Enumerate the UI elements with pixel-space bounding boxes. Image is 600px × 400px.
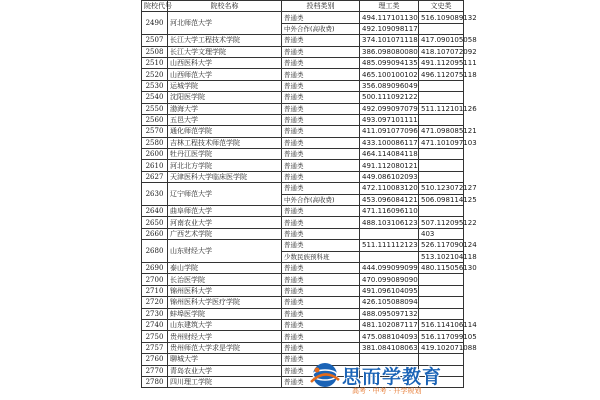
school-name: 通化师范学院 — [168, 126, 282, 137]
school-code: 2530 — [142, 80, 168, 91]
arts-score: 511.112101126 — [419, 103, 464, 114]
arts-score: 417.090105058 — [419, 35, 464, 46]
school-code: 2650 — [142, 217, 168, 228]
arts-score — [419, 149, 464, 160]
science-score: 488.095097132 — [360, 308, 419, 319]
science-score: 494.117101130 — [360, 12, 419, 23]
table-row — [142, 126, 464, 137]
school-code: 2550 — [142, 103, 168, 114]
arts-score — [419, 297, 464, 308]
admission-category: 普通类 — [282, 149, 360, 160]
admission-category: 少数民族预科班 — [282, 251, 360, 262]
school-name: 山西师范大学 — [168, 69, 282, 80]
admission-category: 普通类 — [282, 308, 360, 319]
admission-category: 普通类 — [282, 103, 360, 114]
school-name: 锦州医科大学 — [168, 285, 282, 296]
science-score: 491.112080121 — [360, 160, 419, 171]
school-name: 长江大学工程技术学院 — [168, 35, 282, 46]
arts-score: 516.109089132 — [419, 12, 464, 23]
science-score: 381.084108063 — [360, 342, 419, 353]
admission-category: 中外合作(高收费) — [282, 194, 360, 205]
table-row — [142, 217, 464, 228]
arts-score: 418.107072092 — [419, 46, 464, 57]
school-name: 吉林工程技术师范学院 — [168, 137, 282, 148]
arts-score — [419, 285, 464, 296]
school-code: 2700 — [142, 274, 168, 285]
admission-category: 普通类 — [282, 183, 360, 194]
science-score: 444.099099099 — [360, 262, 419, 273]
admission-score-table — [141, 0, 477, 388]
school-name: 四川理工学院 — [168, 376, 282, 387]
science-score: 485.099094135 — [360, 57, 419, 68]
table-row — [142, 12, 464, 23]
admission-category: 普通类 — [282, 92, 360, 103]
admission-category: 普通类 — [282, 12, 360, 23]
school-code: 2510 — [142, 57, 168, 68]
arts-score: 471.101097103 — [419, 137, 464, 148]
header-science: 理工类 — [360, 1, 419, 12]
table-row — [142, 80, 464, 91]
arts-score — [419, 308, 464, 319]
table-row — [142, 160, 464, 171]
school-name: 河北师范大学 — [168, 12, 282, 35]
arts-score — [419, 160, 464, 171]
school-code: 2730 — [142, 308, 168, 319]
admission-category: 普通类 — [282, 114, 360, 125]
science-score: 492.109098117 — [360, 23, 419, 34]
science-score: 511.111112123 — [360, 240, 419, 251]
school-name: 河北北方学院 — [168, 160, 282, 171]
arts-score — [419, 274, 464, 285]
science-score: 411.091077096 — [360, 126, 419, 137]
school-code: 2520 — [142, 69, 168, 80]
school-name: 长治医学院 — [168, 274, 282, 285]
table-row — [142, 240, 464, 251]
arts-score: 480.115056130 — [419, 262, 464, 273]
table-row — [142, 137, 464, 148]
admission-category: 普通类 — [282, 285, 360, 296]
school-code: 2627 — [142, 171, 168, 182]
admission-category: 普通类 — [282, 331, 360, 342]
arts-score — [419, 114, 464, 125]
school-code: 2490 — [142, 12, 168, 35]
table-row — [142, 46, 464, 57]
admission-category: 普通类 — [282, 80, 360, 91]
arts-score — [419, 171, 464, 182]
table-row — [142, 206, 464, 217]
globe-logo-icon — [308, 360, 342, 390]
science-score: 470.099089090 — [360, 274, 419, 285]
table-row — [142, 297, 464, 308]
school-code: 2660 — [142, 228, 168, 239]
school-name: 山东财经大学 — [168, 240, 282, 263]
arts-score: 513.102104118 — [419, 251, 464, 262]
school-name: 广西艺术学院 — [168, 228, 282, 239]
arts-score: 471.098085121 — [419, 126, 464, 137]
admission-category: 普通类 — [282, 57, 360, 68]
arts-score: 491.112095111 — [419, 57, 464, 68]
table-header-row — [142, 1, 464, 12]
science-score: 492.099097079 — [360, 103, 419, 114]
school-name: 贵州师范大学求是学院 — [168, 342, 282, 353]
admission-category: 普通类 — [282, 217, 360, 228]
science-score: 491.096104095 — [360, 285, 419, 296]
science-score: 449.086102093 — [360, 171, 419, 182]
school-code: 2750 — [142, 331, 168, 342]
arts-score — [419, 80, 464, 91]
watermark-logo — [302, 356, 470, 396]
admission-score-sheet — [141, 0, 477, 400]
table-row — [142, 308, 464, 319]
arts-score — [419, 23, 464, 34]
admission-category: 普通类 — [282, 35, 360, 46]
science-score — [360, 251, 419, 262]
admission-category: 中外合作(高收费) — [282, 23, 360, 34]
school-code: 2720 — [142, 297, 168, 308]
school-name: 运城学院 — [168, 80, 282, 91]
arts-score — [419, 206, 464, 217]
arts-score: 516.117099105 — [419, 331, 464, 342]
admission-category: 普通类 — [282, 171, 360, 182]
school-name: 泰山学院 — [168, 262, 282, 273]
school-name: 渤海大学 — [168, 103, 282, 114]
school-name: 辽宁师范大学 — [168, 183, 282, 206]
science-score: 464.114084118 — [360, 149, 419, 160]
school-code: 2770 — [142, 365, 168, 376]
school-code: 2640 — [142, 206, 168, 217]
school-code: 2570 — [142, 126, 168, 137]
science-score: 475.088104093 — [360, 331, 419, 342]
arts-score: 403 — [419, 228, 464, 239]
header-arts: 文史类 — [419, 1, 464, 12]
admission-category: 普通类 — [282, 319, 360, 330]
school-code: 2690 — [142, 262, 168, 273]
admission-category: 普通类 — [282, 206, 360, 217]
science-score: 433.100086117 — [360, 137, 419, 148]
arts-score: 419.102071088 — [419, 342, 464, 353]
admission-category: 普通类 — [282, 69, 360, 80]
school-code: 2710 — [142, 285, 168, 296]
science-score: 453.096084121 — [360, 194, 419, 205]
school-code: 2508 — [142, 46, 168, 57]
school-code: 2680 — [142, 240, 168, 263]
admission-category: 普通类 — [282, 274, 360, 285]
science-score — [360, 228, 419, 239]
table-body — [142, 12, 477, 388]
school-code: 2560 — [142, 114, 168, 125]
arts-score: 516.114106114 — [419, 319, 464, 330]
table-row — [142, 331, 464, 342]
watermark-brand: 思而学教育 — [342, 366, 443, 388]
admission-category: 普通类 — [282, 46, 360, 57]
school-name: 锦州医科大学医疗学院 — [168, 297, 282, 308]
admission-category: 普通类 — [282, 376, 360, 387]
school-code: 2610 — [142, 160, 168, 171]
science-score: 386.098080080 — [360, 46, 419, 57]
table-row — [142, 319, 464, 330]
science-score: 465.100100102 — [360, 69, 419, 80]
school-code: 2630 — [142, 183, 168, 206]
admission-category: 普通类 — [282, 262, 360, 273]
table-row — [142, 149, 464, 160]
table-row — [142, 183, 464, 194]
school-code: 2757 — [142, 342, 168, 353]
school-name: 山东建筑大学 — [168, 319, 282, 330]
arts-score: 506.098114125 — [419, 194, 464, 205]
school-name: 沈阳医学院 — [168, 92, 282, 103]
arts-score — [419, 92, 464, 103]
admission-category: 普通类 — [282, 228, 360, 239]
table-row — [142, 262, 464, 273]
school-name: 蚌埠医学院 — [168, 308, 282, 319]
school-name: 贵州财经大学 — [168, 331, 282, 342]
admission-category: 普通类 — [282, 297, 360, 308]
arts-score: 510.123072127 — [419, 183, 464, 194]
school-name: 曲阜师范大学 — [168, 206, 282, 217]
table-row — [142, 92, 464, 103]
table-row — [142, 35, 464, 46]
science-score: 472.110083120 — [360, 183, 419, 194]
school-name: 青岛农业大学 — [168, 365, 282, 376]
school-code: 2580 — [142, 137, 168, 148]
school-name: 河南农业大学 — [168, 217, 282, 228]
header-category: 投档类别 — [282, 1, 360, 12]
school-code: 2780 — [142, 376, 168, 387]
table-row — [142, 69, 464, 80]
science-score: 481.102087117 — [360, 319, 419, 330]
arts-score: 507.112095122 — [419, 217, 464, 228]
school-name: 山西医科大学 — [168, 57, 282, 68]
school-code: 2740 — [142, 319, 168, 330]
science-score: 493.097101111 — [360, 114, 419, 125]
admission-category: 普通类 — [282, 240, 360, 251]
school-code: 2540 — [142, 92, 168, 103]
table-row — [142, 114, 464, 125]
science-score: 374.101071118 — [360, 35, 419, 46]
science-score: 426.105088094 — [360, 297, 419, 308]
admission-category: 普通类 — [282, 354, 360, 365]
arts-score: 496.112075118 — [419, 69, 464, 80]
school-code: 2760 — [142, 354, 168, 365]
science-score: 488.103106123 — [360, 217, 419, 228]
school-name: 五邑大学 — [168, 114, 282, 125]
school-name: 长江大学文理学院 — [168, 46, 282, 57]
table-row — [142, 171, 464, 182]
header-name: 院校名称 — [168, 1, 282, 12]
science-score: 500.111092122 — [360, 92, 419, 103]
admission-category: 普通类 — [282, 342, 360, 353]
table-row — [142, 228, 464, 239]
school-code: 2600 — [142, 149, 168, 160]
school-name: 聊城大学 — [168, 354, 282, 365]
school-code: 2507 — [142, 35, 168, 46]
table-row — [142, 285, 464, 296]
header-code: 院校代号 — [142, 1, 168, 12]
watermark-sub: 高考 · 中考 · 升学规划 — [352, 387, 422, 395]
admission-category: 普通类 — [282, 160, 360, 171]
science-score: 471.116096110 — [360, 206, 419, 217]
school-name: 牡丹江医学院 — [168, 149, 282, 160]
admission-category: 普通类 — [282, 365, 360, 376]
school-name: 天津医科大学临床医学院 — [168, 171, 282, 182]
table-row — [142, 103, 464, 114]
admission-category: 普通类 — [282, 137, 360, 148]
admission-category: 普通类 — [282, 126, 360, 137]
science-score: 356.089096049 — [360, 80, 419, 91]
table-row — [142, 57, 464, 68]
table-row — [142, 274, 464, 285]
table-row — [142, 342, 464, 353]
arts-score: 526.117090124 — [419, 240, 464, 251]
